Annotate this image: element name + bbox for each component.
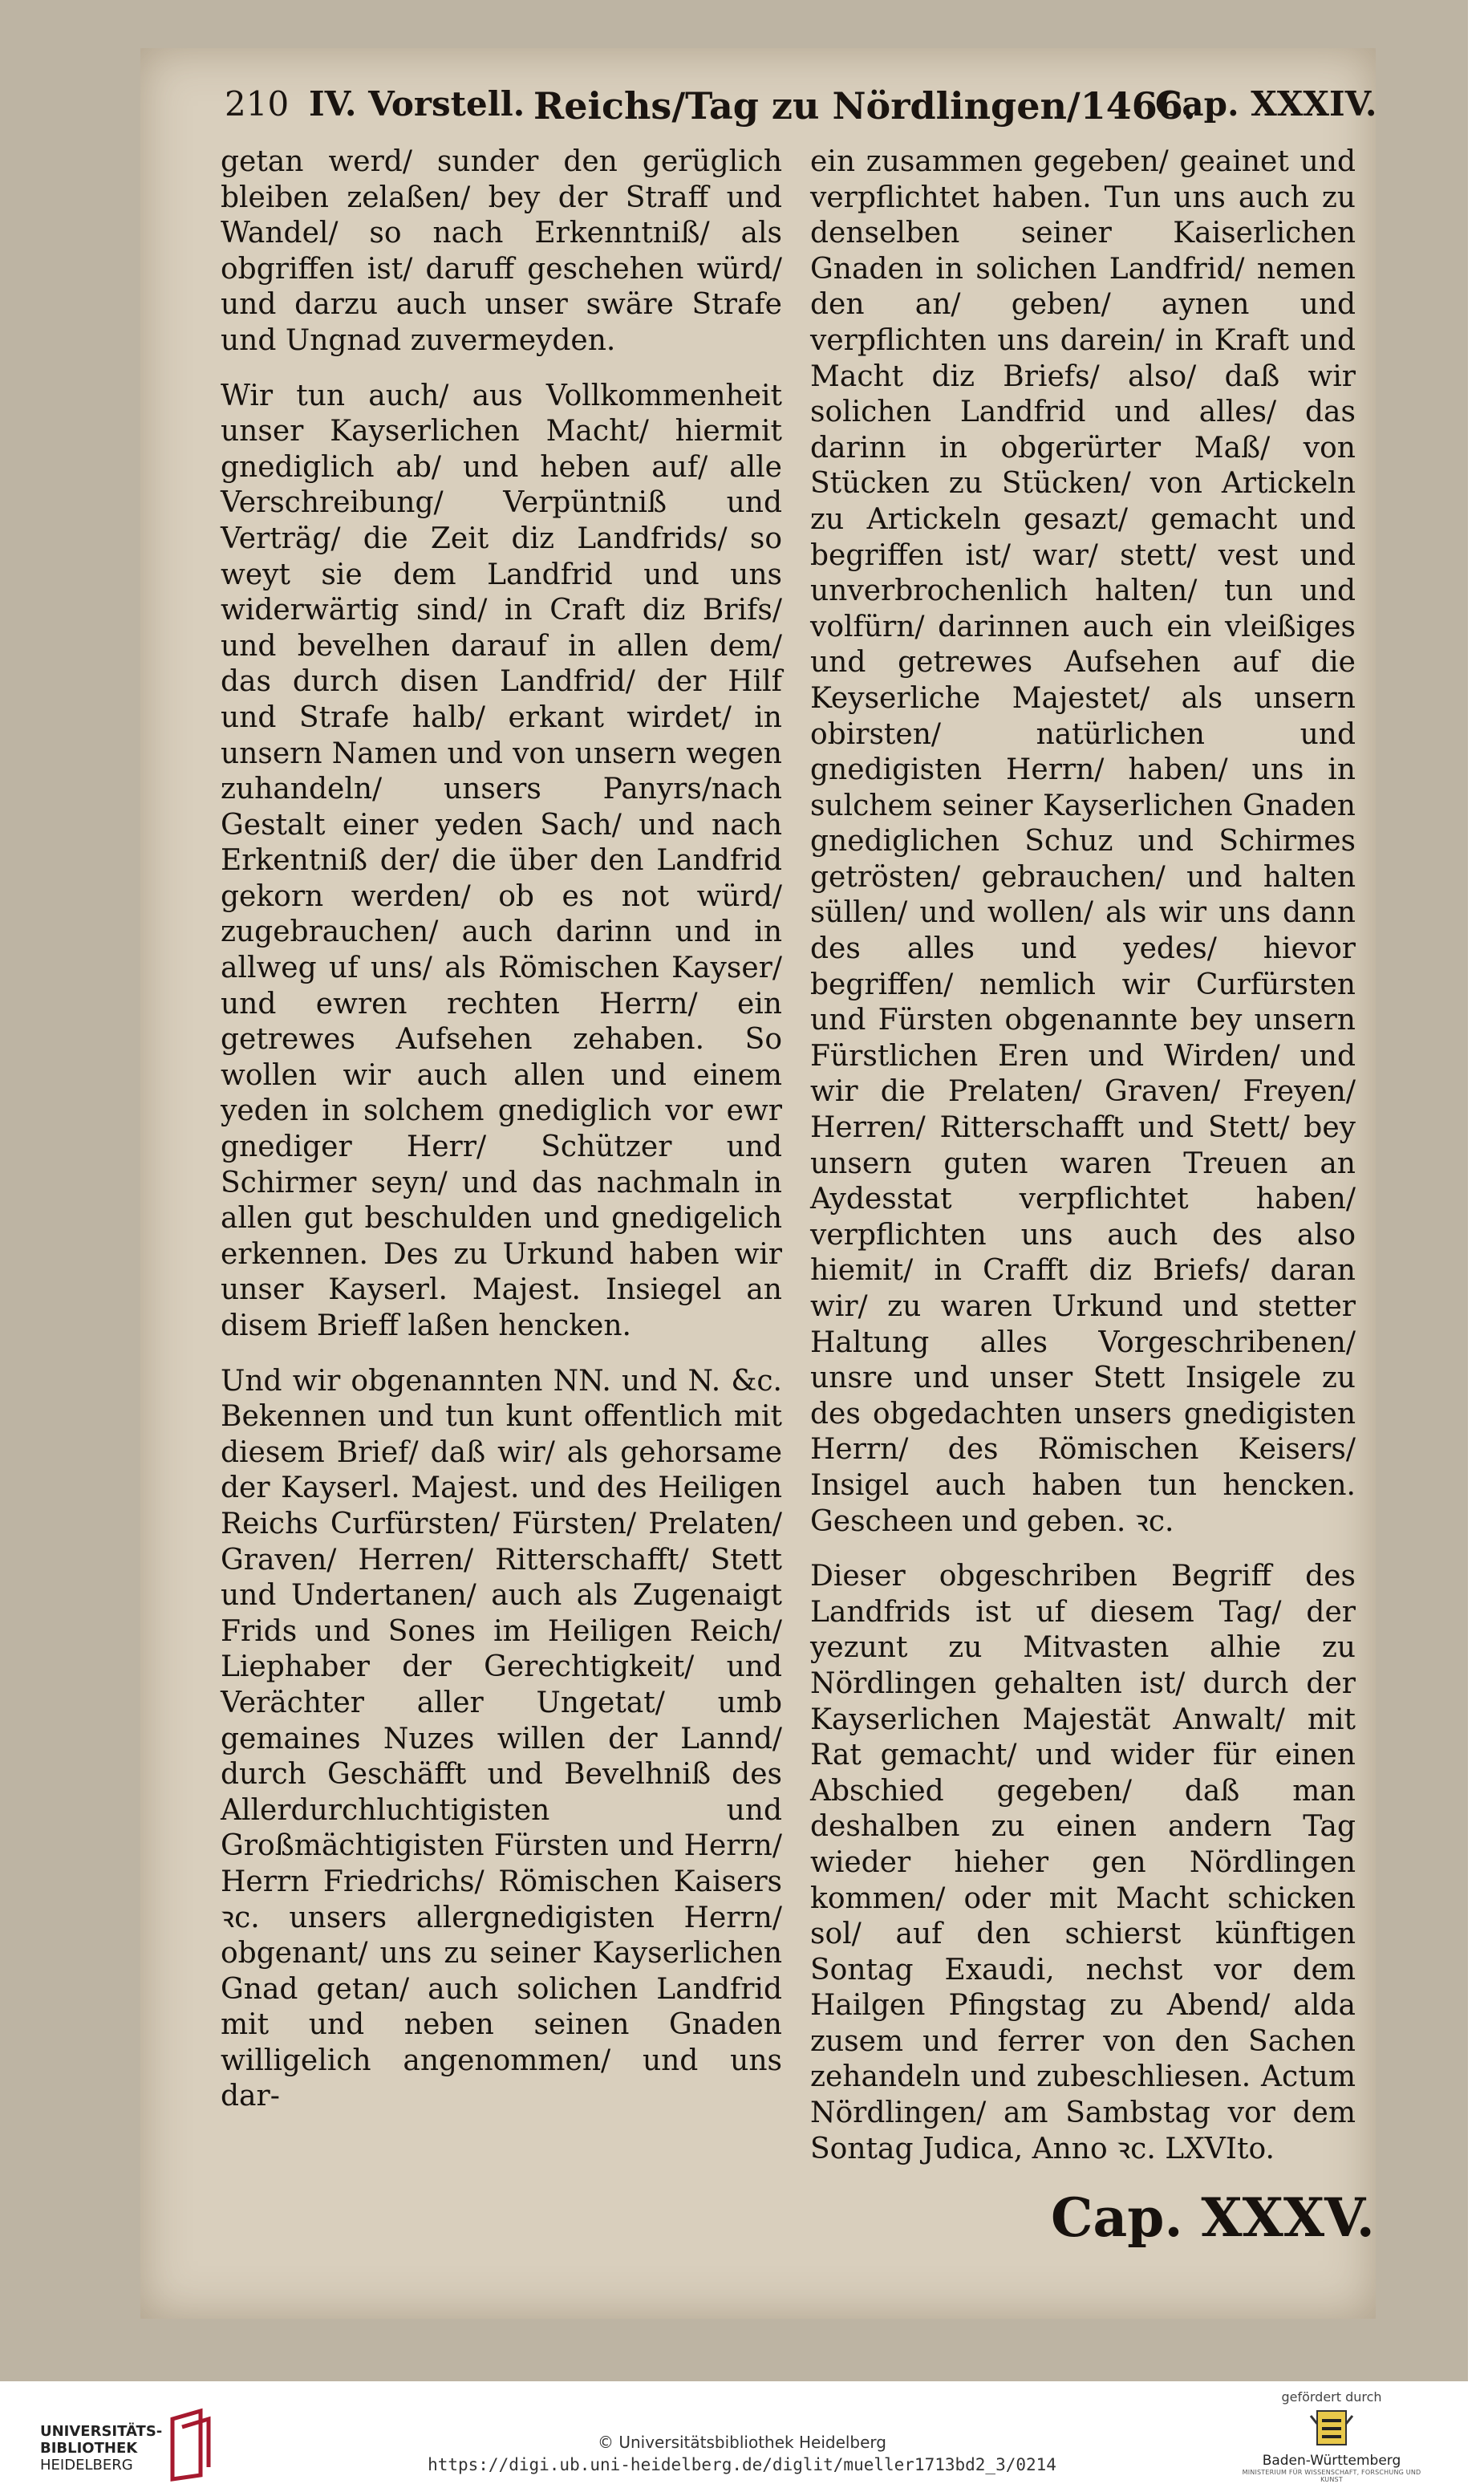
paragraph: Wir tun auch/ aus Vollkommenheit unser Kayserlichen Macht/ hiermit gnediglich ab/ und heben auf/ alle Verschreibung/ Verpüntniß und Verträg/ die Zeit diz Landfrids/ so weyt sie dem Landfrid und uns widerwärtig sind/ in Craft diz Brifs/ und bevelhen darauf in allen dem/ das durch disen Landfrid/ der Hilf und Strafe halb/ erkant wirdet/ in unsern Namen und von unsern wegen zuhandeln/ unsers Panyrs/nach Gestalt einer yeden Sach/ und nach Erkentniß der/ die über den Landfrid gekorn werden/ ob es not würd/ zugebrauchen/ auch darinn und in allweg uf uns/ als Römischen Kayser/ und ewren rechten Herrn/ ein getrewes Aufsehen zehaben. So wollen wir auch allen und einem yeden in solchem gnediglich vor ewr gnediger Herr/ Schützer und Schirmer seyn/ und das nachmaln in allen gut beschulden und gnedigelich erkennen. Des zu Urkund haben wir unser Kayserl. Majest. Insiegel an disem Brieff laßen hencken. xyxy=(221,379,782,1342)
funder-name: Baden-Württemberg xyxy=(1262,2453,1401,2469)
right-column xyxy=(810,144,1356,2186)
paragraph: Dieser obgeschriben Begriff des Landfrids ist uf diesem Tag/ der yezunt zu Mitvasten alhie zu Nördlingen gehalten ist/ durch der Kayserlichen Majestät Anwalt/ mit Rat gemacht/ und wider für einen Abschied gegeben/ daß man deshalben zu einen andern Tag wieder hieher gen Nördlingen kommen/ oder mit Macht schicken sol/ auf den schierst künftigen Sontag Exaudi, nechst vor dem Hailgen Pfingstag zu Abend/ alda zusem und ferrer von den Sachen zehandeln und zubeschliesen. Actum Nördlingen/ am Sambstag vor dem Sontag Judica, Anno ꝛc. LXVIto. xyxy=(810,1560,1356,2165)
library-name: UNIVERSITÄTS- BIBLIOTHEK HEIDELBERG xyxy=(40,2423,163,2474)
left-column xyxy=(221,144,782,2134)
copyright-notice: © Universitätsbibliothek Heidelberg xyxy=(597,2433,886,2452)
paragraph: Und wir obgenannten NN. und N. &c. Bekennen und tun kunt offentlich mit diesem Brief/ daß wir/ als gehorsame der Kayserl. Majest. und des Heiligen Reichs Curfürsten/ Fürsten/ Prelaten/ Graven/ Herren/ Ritterschafft/ Stett und Undertanen/ auch als Zugenaigt Frids und Sones im Heiligen Reich/ Liephaber der Gerechtigkeit/ und Verächter aller Ungetat/ umb gemaines Nuzes willen der Lannd/ durch Geschäfft und Bevelhniß des Allerdurchluchtigisten und Großmächtigisten Fürsten und Herrn/ Herrn Friedrichs/ Römischen Kaisers ꝛc. unsers allergnedigisten Herrn/ obgenant/ uns zu seiner Kayserlichen Gnad getan/ auch solichen Landfrid mit und neben seinen Gnaden willigelich angenommen/ und uns dar- xyxy=(221,1364,782,2113)
viewer-footer xyxy=(0,2381,1484,2488)
page-number: 210 xyxy=(225,84,290,124)
chapter-label: Cap. XXXIV. xyxy=(1155,84,1377,124)
part-label: IV. Vorstell. xyxy=(309,84,525,124)
running-header xyxy=(225,84,1377,140)
next-chapter-heading: Cap. XXXV. xyxy=(1051,2186,1375,2249)
funder-logo[interactable] xyxy=(1235,2389,1428,2486)
paragraph: ein zusammen gegeben/ geainet und verpflichtet haben. Tun uns auch zu denselben seiner Kaiserlichen Gnaden in solichen Landfrid/ nemen den an/ geben/ aynen und verpflichten uns darein/ in Kraft und Macht diz Briefs/ also/ daß wir solichen Landfrid und alles/ das darinn in obgerürter Maß/ von Stücken zu Stücken/ von Artickeln zu Artickeln gesazt/ gemacht und begriffen ist/ war/ stett/ vest und unverbrochenlich halten/ tun und volfürn/ darinnen auch ein vleißiges und getrewes Aufsehen auf die Keyserliche Majestet/ als unsern obirsten/ natürlichen und gnedigisten Herrn/ haben/ uns in sulchem seiner Kayserlichen Gnaden gnediglichen Schuz und Schirmes getrösten/ gebrauchen/ und halten süllen/ und wollen/ als wir uns dann des alles und yedes/ hievor begriffen/ nemlich wir Curfürsten und Fürsten obgenannte bey unsern Fürstlichen Eren und Wirden/ und wir die Prelaten/ Graven/ Freyen/ Herren/ Ritterschafft und Stett/ bey unsern guten waren Treuen an Aydesstat verpflichtet haben/ verpflichten uns auch des also hiemit/ in Crafft diz Briefs/ daran wir/ zu waren Urkund und stetter Haltung alles Vorgeschribenen/ unsre und unser Stett Insigele zu des obgedachten unsers gnedigisten Herrn/ des Römischen Keisers/ Insigel auch haben tun hencken. Gescheen und geben. ꝛc. xyxy=(810,145,1356,1538)
running-title: Reichs/Tag zu Nördlingen/1466. xyxy=(533,84,1196,128)
permalink[interactable]: https://digi.ub.uni-heidelberg.de/diglit/mueller1713bd2_3/0214 xyxy=(428,2455,1056,2474)
paragraph: getan werd/ sunder den gerüglich bleiben zelaßen/ bey der Straff und Wandel/ so nach Erkenntniß/ als obgriffen ist/ daruff geschehen würd/ und darzu auch unser swäre Strafe und Ungnad zuvermeyden. xyxy=(221,145,782,357)
funded-by-label: gefördert durch xyxy=(1281,2389,1382,2405)
ministry-name: MINISTERIUM FÜR WISSENSCHAFT, FORSCHUNG UND KUNST xyxy=(1242,2469,1421,2483)
coat-of-arms-icon xyxy=(1308,2408,1356,2449)
